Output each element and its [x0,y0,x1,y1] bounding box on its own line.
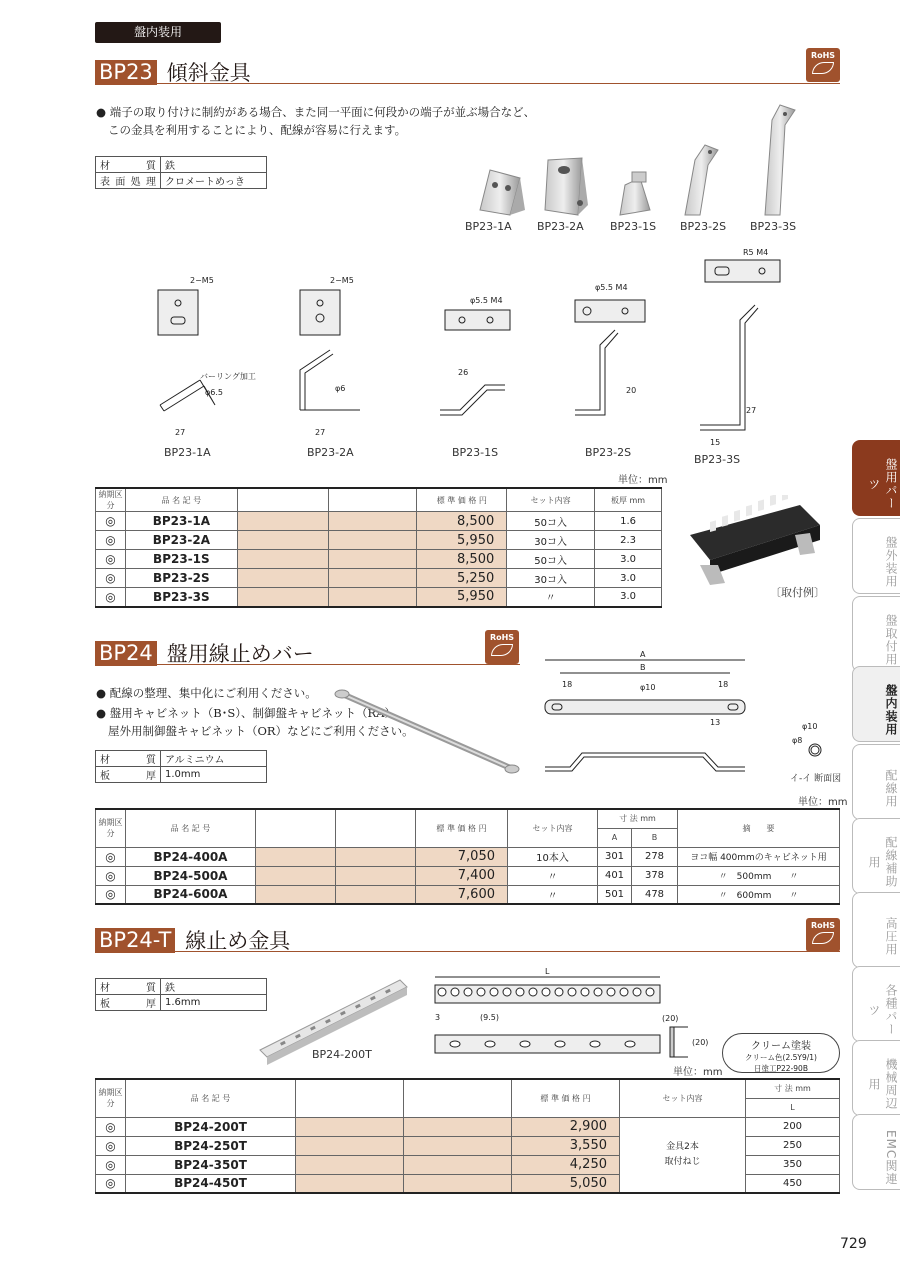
category-tag: 盤内装用 [95,22,221,43]
unit-label: 単位：mm [673,1067,723,1078]
bp23-2a-photo [545,158,588,215]
photo-caption: BP23-1A [465,220,512,233]
bp24-code: BP24 [95,641,157,666]
bp24-spec-table [95,750,267,783]
header-dims: 寸 法 mm [598,809,678,828]
side-tab-wiring[interactable]: 配線用 [852,744,900,820]
spec-key: 板 厚 [96,767,161,783]
header-set: セット内容 [620,1079,746,1117]
rohs-badge: RoHS [485,630,519,664]
example-caption: 〔取付例〕 [770,586,825,599]
header-delivery: 納期区分 [96,1079,126,1117]
side-tab-high-voltage[interactable]: 高圧用 [852,892,900,968]
side-tab-panel-parts[interactable]: 盤用パーツ [852,440,900,516]
spec-key: 表面処理 [96,173,161,189]
drawing-caption: BP23-2S [585,446,632,459]
header-name: 品 名 記 号 [126,809,256,847]
bp24-name: 盤用線止めバー [166,642,314,666]
header-set: セット内容 [507,488,595,512]
svg-text:φ5.5 M4: φ5.5 M4 [595,283,628,292]
header-a: A [598,828,632,847]
section-view-caption: イ-イ 断面図 [790,774,842,784]
rohs-badge: RoHS [806,48,840,82]
spec-key: 材 質 [96,979,161,995]
photo-caption: BP23-3S [750,220,797,233]
header-price: 標 準 価 格 円 [417,488,507,512]
svg-text:φ6.5: φ6.5 [205,388,223,397]
svg-text:20: 20 [626,386,637,395]
mounting-example-photo [680,495,830,590]
header-set: セット内容 [508,809,598,847]
header-name: 品 名 記 号 [126,1079,296,1117]
bp24-drawing [540,645,840,785]
svg-text:27: 27 [175,428,186,437]
svg-text:バーリング加工: バーリング加工 [200,372,256,381]
svg-text:27: 27 [315,428,326,437]
svg-text:3: 3 [435,1013,441,1022]
side-tab-exterior[interactable]: 盤外装用 [852,518,900,594]
bp23-code: BP23 [95,60,157,85]
svg-text:26: 26 [458,368,469,377]
bp24-desc-1: ● 配線の整理、集中化にご利用ください。 [96,686,317,700]
drawing-caption: BP23-1S [452,446,499,459]
paint-code: 日塗工P22-90B [754,1064,808,1073]
spec-key: 板 厚 [96,995,161,1011]
page-number: 729 [840,1236,867,1252]
header-note: 摘 要 [678,809,840,847]
svg-text:A: A [640,650,646,659]
table-row: ◎ BP24-450T 5,050 450 [96,1174,840,1193]
bp24-desc-3: 屋外用制御盤キャビネット（OR）などにご利用ください。 [108,724,414,738]
table-row: ◎ BP24-500A 7,400 〃 401 378 〃 500mm 〃 [96,866,840,885]
paint-title: クリーム塗装 [751,1041,811,1052]
spec-key: 材 質 [96,157,161,173]
section-rule [95,83,840,84]
bp24t-spec-table [95,978,267,1011]
svg-text:φ8: φ8 [792,736,803,745]
svg-text:13: 13 [710,718,721,727]
table-row: ◎ BP23-1S 8,500 50コ入 3.0 [96,550,662,569]
svg-text:R5 M4: R5 M4 [743,248,769,257]
leaf-icon [812,62,834,74]
rohs-badge: RoHS [806,918,840,952]
svg-text:15: 15 [710,438,721,447]
unit-label: 単位：mm [798,797,848,808]
set-content-cell: 金具2本 取付ねじ [620,1117,746,1193]
header-delivery: 納期区分 [96,488,126,512]
leaf-icon [491,644,513,656]
bp24t-product-table [95,1078,840,1194]
table-row: ◎ BP24-600A 7,600 〃 501 478 〃 600mm 〃 [96,885,840,904]
bp23-spec-table [95,156,267,189]
svg-text:φ10: φ10 [640,683,656,692]
bp23-photos [460,100,820,220]
bp23-1s-photo [620,172,650,215]
spec-value: 1.0mm [161,767,267,783]
bp23-1a-photo [480,170,525,215]
svg-text:φ6: φ6 [335,384,346,393]
section-rule [95,664,520,665]
side-tab-mounting[interactable]: 盤取付用 [852,596,900,672]
bp23-name: 傾斜金具 [166,61,251,85]
side-tab-machinery[interactable]: 機械周辺用 [852,1040,900,1116]
table-row: ◎ BP24-200T 2,900 金具2本 取付ねじ 200 [96,1117,840,1136]
bp24-desc-2: ● 盤用キャビネット（B･S）、制御盤キャビネット（RA）、 [96,706,402,720]
drawing-caption: BP23-1A [164,446,211,459]
table-row: ◎ BP24-250T 3,550 250 [96,1136,840,1155]
header-delivery: 納期区分 [96,809,126,847]
paint-info-box [722,1033,840,1073]
unit-label: 単位：mm [618,475,668,486]
header-name: 品 名 記 号 [125,488,237,512]
header-l: L [746,1098,840,1117]
bp23-product-table [95,487,662,608]
drawing-caption: BP23-3S [694,453,741,466]
svg-text:φ5.5 M4: φ5.5 M4 [470,296,503,305]
bp23-desc-1: ● 端子の取り付けに制約がある場合、また同一平面に何段かの端子が並ぶ場合など、 [96,105,536,119]
side-tab-emc[interactable]: EMC関連 [852,1114,900,1190]
svg-text:2−M5: 2−M5 [330,276,354,285]
spec-value: 1.6mm [161,995,267,1011]
svg-text:2−M5: 2−M5 [190,276,214,285]
bp24t-code: BP24-T [95,928,175,953]
svg-text:φ10: φ10 [802,722,818,731]
table-row: ◎ BP23-3S 5,950 〃 3.0 [96,588,662,607]
bp23-desc-2: この金具を利用することにより、配線が容易に行えます。 [108,123,407,137]
section-rule [95,951,840,952]
svg-text:(9.5): (9.5) [480,1013,499,1022]
svg-text:(20): (20) [662,1014,679,1023]
bp24t-drawing [420,965,720,1060]
table-row: ◎ BP23-2A 5,950 30コ入 2.3 [96,531,662,550]
header-thickness: 板厚 mm [595,488,662,512]
side-tab-wiring-aux[interactable]: 配線補助用 [852,818,900,894]
bp24-bar-photo [330,685,530,780]
svg-text:(20): (20) [692,1038,709,1047]
header-price: 標 準 価 格 円 [416,809,508,847]
table-row: ◎ BP24-400A 7,050 10本入 301 278 ヨコ幅 400mmのキャビネット用 [96,847,840,866]
table-row: ◎ BP23-1A 8,500 50コ入 1.6 [96,512,662,531]
header-price: 標 準 価 格 円 [512,1079,620,1117]
drawing-caption: BP23-2A [307,446,354,459]
svg-text:18: 18 [718,680,729,689]
spec-value: 鉄 [161,979,267,995]
photo-caption: BP23-2S [680,220,727,233]
paint-color: クリーム色(2.5Y9/1) [745,1053,817,1062]
bp24t-photo-caption: BP24-200T [312,1048,372,1061]
table-row: ◎ BP23-2S 5,250 30コ入 3.0 [96,569,662,588]
bp23-drawings [140,245,800,455]
svg-text:L: L [545,967,550,976]
spec-value: クロメートめっき [161,173,267,189]
spec-value: 鉄 [161,157,267,173]
header-b: B [632,828,678,847]
header-dims: 寸 法 mm [746,1079,840,1098]
photo-caption: BP23-2A [537,220,584,233]
bp23-3s-photo [765,105,795,215]
svg-text:27: 27 [746,406,757,415]
spec-key: 材 質 [96,751,161,767]
bp24t-name: 線止め金具 [185,929,291,953]
side-tab-interior[interactable]: 盤内装用 [852,666,900,742]
spec-value: アルミニウム [161,751,267,767]
svg-text:18: 18 [562,680,573,689]
bp23-2s-photo [685,145,718,215]
photo-caption: BP23-1S [610,220,657,233]
svg-text:B: B [640,663,646,672]
table-row: ◎ BP24-350T 4,250 350 [96,1155,840,1174]
side-tab-various[interactable]: 各種パーツ [852,966,900,1042]
bp24-product-table [95,808,840,905]
leaf-icon [812,932,834,944]
